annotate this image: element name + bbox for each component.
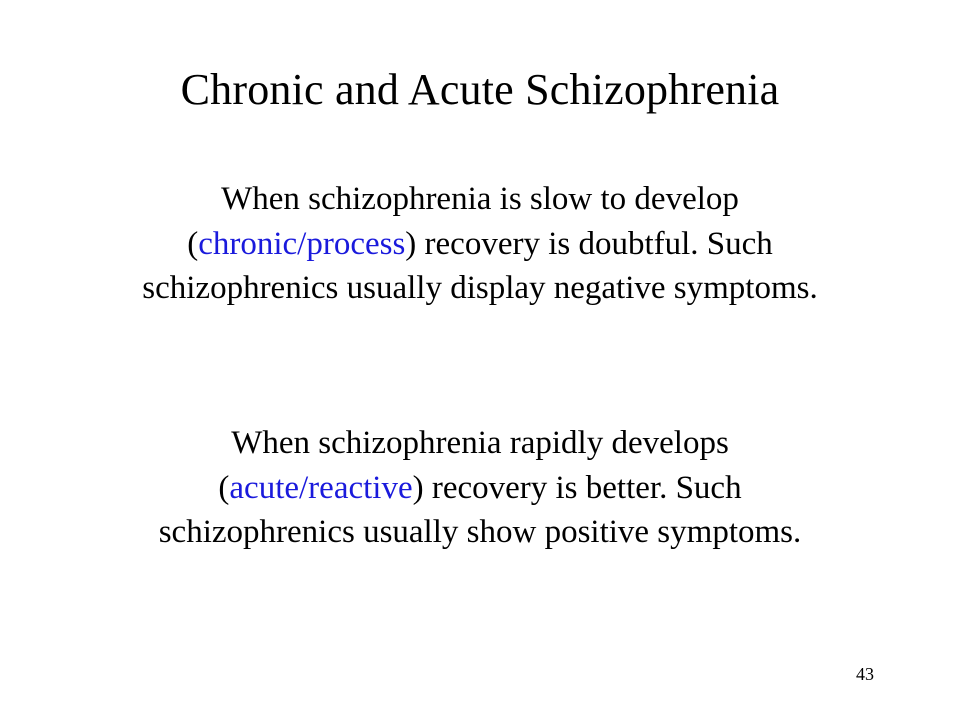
page-number: 43 [856, 664, 874, 684]
paragraph-text-after: ) recovery is better. Such schizophrenics usually show positive symptoms. [158, 469, 802, 550]
paragraph-text-before: When schizophrenia is slow to develop ( [187, 181, 739, 262]
paragraph-acute [130, 421, 830, 555]
highlighted-term-chronic: chronic/process [198, 225, 406, 262]
slide-title: Chronic and Acute Schizophrenia [180, 65, 780, 114]
paragraph-text-after: ) recovery is doubtful. Such schizophrenics usually display negative symptoms. [142, 225, 818, 306]
paragraph-chronic [130, 177, 830, 311]
highlighted-term-acute: acute/reactive [229, 469, 413, 506]
paragraph-text-before: When schizophrenia rapidly develops ( [218, 425, 729, 506]
